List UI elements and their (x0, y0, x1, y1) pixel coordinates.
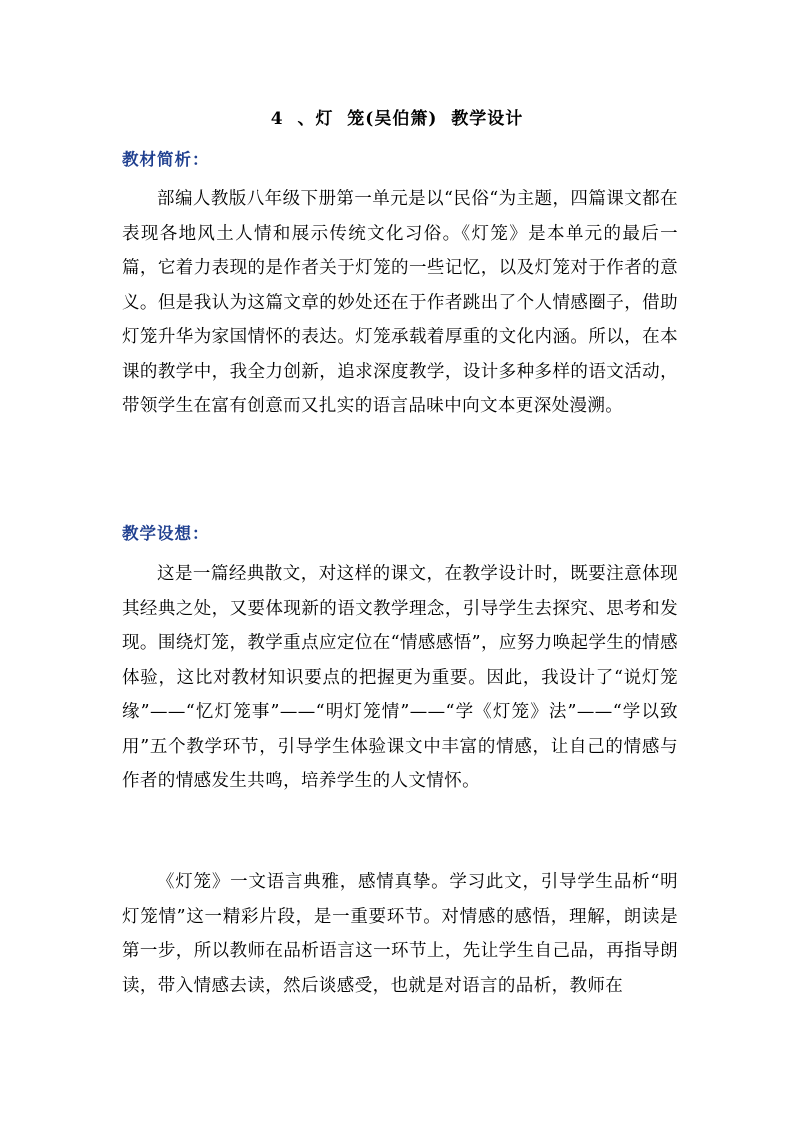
section-heading-textbook-analysis: 教材简析： (122, 150, 210, 169)
document-title: 4 、灯 笼(吴伯箫) 教学设计 (270, 109, 524, 129)
section-heading-teaching-idea: 教学设想： (122, 524, 210, 543)
paragraph-teaching-idea-1: 这是一篇经典散文，对这样的课文，在教学设计时，既要注意体现其经典之处，又要体现新的语文教学理念，引导学生去探究、思考和发现。围绕灯笼，教学重点应定位在“情感感悟”，应努力唤起学生的情感体验，这比对教材知识要点的把握更为重要。因此，我设计了“说灯笼缘”——“忆灯笼事”——“明灯笼情”——“学《灯笼》法”——“学以致用”五个教学环节，引导学生体验课文中丰富的情感，让自己的情感与作者的情感发生共鸣，培养学生的人文情怀。 (122, 564, 678, 791)
paragraph-teaching-idea-2: 《灯笼》一文语言典雅，感情真挚。学习此文，引导学生品析“明灯笼情”这一精彩片段，是一重要环节。对情感的感悟，理解，朗读是第一步，所以教师在品析语言这一环节上，先让学生自己品，再指导朗读，带入情感去读，然后谈感受，也就是对语言的品析，教师在 (122, 872, 678, 996)
paragraph-textbook-analysis: 部编人教版八年级下册第一单元是以“民俗“为主题，四篇课文都在表现各地风土人情和展示传统文化习俗。《灯笼》是本单元的最后一篇，它着力表现的是作者关于灯笼的一些记忆，以及灯笼对于作者的意义。但是我认为这篇文章的妙处还在于作者跳出了个人情感圈子，借助灯笼升华为家国情怀的表达。灯笼承载着厚重的文化内涵。所以，在本课的教学中，我全力创新，追求深度教学，设计多种多样的语文活动，带领学生在富有创意而又扎实的语言品味中向文本更深处漫溯。 (122, 189, 678, 416)
